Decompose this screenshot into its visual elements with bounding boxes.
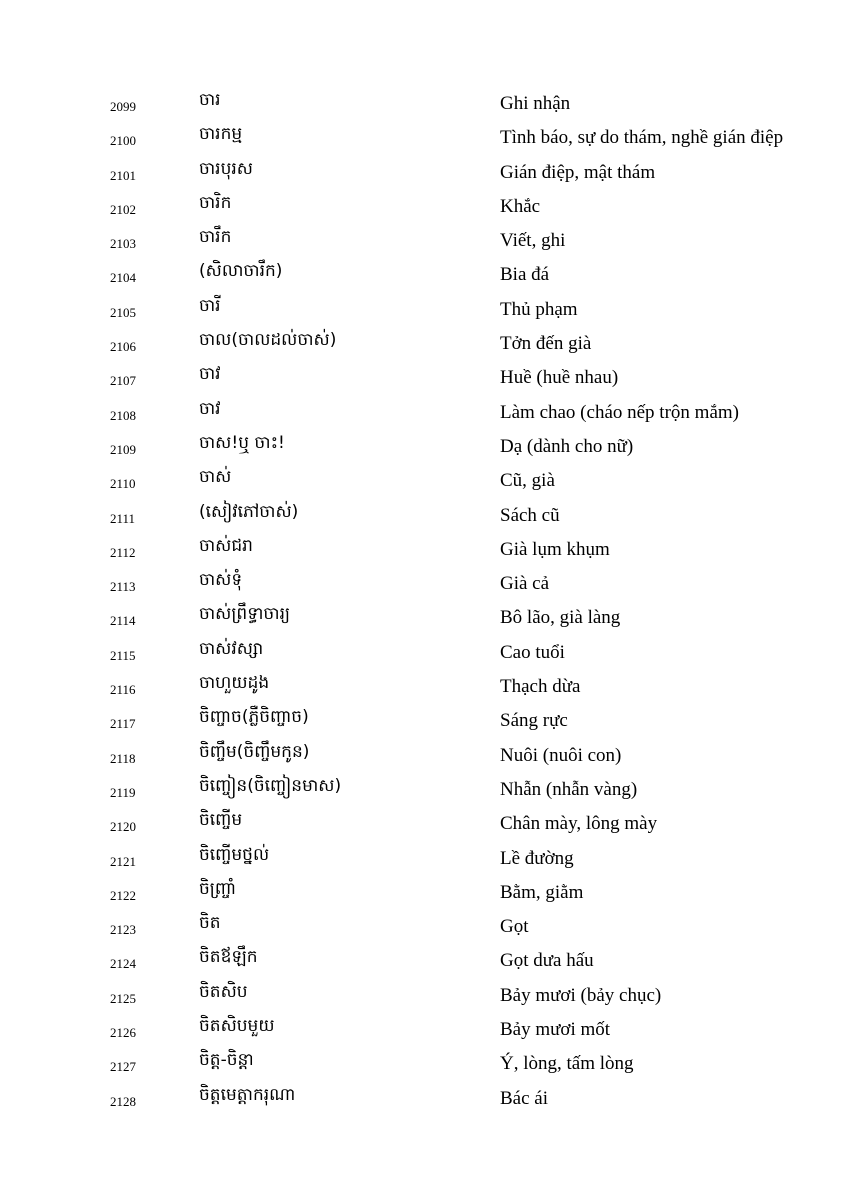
vietnamese-translation: Già cả <box>500 573 550 595</box>
dictionary-entry <box>0 396 848 430</box>
vietnamese-translation: Lề đường <box>500 847 574 869</box>
entry-number: 2126 <box>110 1025 136 1041</box>
vietnamese-translation: Nhẫn (nhẫn vàng) <box>500 778 638 800</box>
khmer-term: ចារិក <box>199 192 232 213</box>
entry-number: 2113 <box>110 579 136 595</box>
dictionary-entry <box>0 499 848 533</box>
dictionary-entry <box>0 739 848 773</box>
entry-number: 2105 <box>110 304 136 320</box>
vietnamese-translation: Ghi nhận <box>500 93 571 114</box>
entry-number: 2100 <box>110 133 136 149</box>
entry-number: 2102 <box>110 201 136 217</box>
dictionary-entry <box>0 704 848 738</box>
vietnamese-translation: Bô lão, già làng <box>500 607 621 629</box>
vietnamese-translation: Bia đá <box>500 264 550 286</box>
vietnamese-translation: Già lụm khụm <box>500 538 610 560</box>
vietnamese-translation: Cao tuổi <box>500 641 565 663</box>
khmer-term: ចិតឪឡឹក <box>199 947 258 968</box>
khmer-term: ចារឹក <box>199 227 232 248</box>
entry-number: 2120 <box>110 819 136 835</box>
dictionary-entry <box>0 670 848 704</box>
vietnamese-translation: Gián điệp, mật thám <box>500 161 656 183</box>
dictionary-entry <box>0 87 848 121</box>
entry-number: 2118 <box>110 750 136 766</box>
entry-number: 2119 <box>110 784 136 800</box>
dictionary-entry <box>0 533 848 567</box>
entry-number: 2125 <box>110 990 136 1006</box>
dictionary-entry <box>0 156 848 190</box>
dictionary-entry <box>0 979 848 1013</box>
khmer-term: ចិត <box>199 913 221 934</box>
dictionary-entry <box>0 464 848 498</box>
dictionary-entry <box>0 1082 848 1116</box>
khmer-term: ចាស់ព្រឹទ្ធាចារ្យ <box>199 604 291 625</box>
entry-number: 2122 <box>110 887 136 903</box>
dictionary-entry <box>0 190 848 224</box>
vietnamese-translation: Bảy mươi (bảy chục) <box>500 984 662 1006</box>
vietnamese-translation: Sách cũ <box>500 504 560 526</box>
khmer-term: ចិត្តមេត្តាករុណា <box>199 1084 296 1105</box>
khmer-term: ចាល(ចាលដល់ចាស់) <box>199 330 337 351</box>
dictionary-entry <box>0 601 848 635</box>
entry-number: 2108 <box>110 407 136 423</box>
dictionary-entry <box>0 224 848 258</box>
khmer-term: ចិញ្ចៀន(ចិញ្ចៀនមាស) <box>199 775 342 796</box>
vietnamese-translation: Viết, ghi <box>500 230 566 252</box>
dictionary-entry <box>0 910 848 944</box>
khmer-term: ចាស់ <box>199 467 232 488</box>
khmer-term: (សៀវភៅចាស់) <box>199 501 299 522</box>
entry-number: 2109 <box>110 441 136 457</box>
dictionary-entry <box>0 636 848 670</box>
khmer-term: ចារ <box>199 90 221 110</box>
khmer-term: ចាវ <box>199 364 221 385</box>
khmer-term: ចារបុរស <box>199 158 253 179</box>
entry-number: 2101 <box>110 167 136 183</box>
entry-number: 2117 <box>110 716 136 732</box>
khmer-term: ចិត្ត-ចិន្តា <box>199 1050 254 1071</box>
entry-number: 2123 <box>110 922 136 938</box>
dictionary-entry <box>0 327 848 361</box>
entry-number: 2128 <box>110 1093 136 1109</box>
dictionary-entry <box>0 430 848 464</box>
entry-number: 2110 <box>110 476 136 492</box>
dictionary-entry <box>0 293 848 327</box>
vietnamese-translation: Thạch dừa <box>500 676 581 698</box>
dictionary-entry <box>0 1047 848 1081</box>
khmer-term: (សិលាចារឹក) <box>199 261 283 282</box>
vietnamese-translation: Khắc <box>500 195 541 217</box>
khmer-term: ចិញ្ច្រាំ <box>199 878 237 899</box>
entry-list <box>0 87 848 1116</box>
vietnamese-translation: Huề (huề nhau) <box>500 367 619 389</box>
vietnamese-translation: Bảy mươi mốt <box>500 1019 611 1041</box>
dictionary-entry <box>0 944 848 978</box>
entry-number: 2127 <box>110 1059 136 1075</box>
vietnamese-translation: Ý, lòng, tấm lòng <box>500 1053 634 1075</box>
vietnamese-translation: Gọt <box>500 916 529 938</box>
entry-number: 2115 <box>110 647 136 663</box>
vietnamese-translation: Nuôi (nuôi con) <box>500 744 622 766</box>
entry-number: 2106 <box>110 339 136 355</box>
vietnamese-translation: Thủ phạm <box>500 298 578 320</box>
entry-number: 2112 <box>110 544 136 560</box>
vietnamese-translation: Gọt dưa hấu <box>500 950 594 972</box>
dictionary-entry <box>0 121 848 155</box>
khmer-term: ចិញ្ចាច(ភ្លឺចិញ្ចាច) <box>199 707 309 728</box>
entry-number: 2116 <box>110 682 136 698</box>
vietnamese-translation: Tởn đến già <box>500 333 592 355</box>
vietnamese-translation: Bằm, giằm <box>500 881 584 903</box>
khmer-term: ចារកម្ម <box>199 124 243 145</box>
vietnamese-translation: Bác ái <box>500 1087 549 1109</box>
entry-number: 2107 <box>110 373 136 389</box>
dictionary-entry <box>0 807 848 841</box>
khmer-term: ចិញ្ចឹម(ចិញ្ចឹមកូន) <box>199 741 310 762</box>
entry-number: 2103 <box>110 236 136 252</box>
dictionary-entry <box>0 258 848 292</box>
dictionary-entry <box>0 567 848 601</box>
khmer-term: ចិតសិប <box>199 981 248 1002</box>
khmer-term: ចាស!ឬ ចាះ! <box>199 432 285 453</box>
khmer-term: ចិញ្ចើម <box>199 810 243 831</box>
dictionary-entry <box>0 773 848 807</box>
entry-number: 2121 <box>110 853 136 869</box>
entry-number: 2124 <box>110 956 136 972</box>
entry-number: 2114 <box>110 613 136 629</box>
khmer-term: ចាស់ជរា <box>199 535 253 556</box>
khmer-term: ចារី <box>199 295 221 316</box>
khmer-term: ចាស់ទុំ <box>199 570 243 591</box>
vietnamese-translation: Chân mày, lông mày <box>500 813 658 835</box>
dictionary-entry <box>0 1013 848 1047</box>
khmer-term: ចាហួយដូង <box>199 673 270 694</box>
vietnamese-translation: Sáng rực <box>500 710 568 732</box>
entry-number: 2111 <box>110 510 136 526</box>
khmer-term: ចិតសិបមួយ <box>199 1016 275 1037</box>
khmer-term: ចាស់វស្សា <box>199 638 264 659</box>
khmer-term: ចាវ <box>199 398 221 419</box>
khmer-term: ចិញ្ចើមថ្នល់ <box>199 844 270 865</box>
vietnamese-translation: Cũ, già <box>500 470 555 492</box>
dictionary-entry <box>0 361 848 395</box>
vietnamese-translation: Làm chao (cháo nếp trộn mắm) <box>500 401 739 423</box>
dictionary-entry <box>0 876 848 910</box>
vietnamese-translation: Dạ (dành cho nữ) <box>500 435 634 457</box>
vietnamese-translation: Tình báo, sự do thám, nghề gián điệp <box>500 127 784 149</box>
dictionary-entry <box>0 842 848 876</box>
entry-number: 2104 <box>110 270 136 286</box>
entry-number: 2099 <box>110 99 136 114</box>
